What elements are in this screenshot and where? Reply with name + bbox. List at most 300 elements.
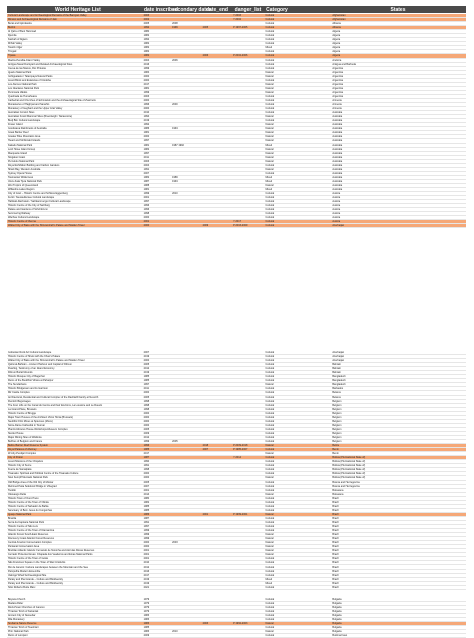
cell-category[interactable]: Cultural [265, 38, 275, 42]
cell-site-name[interactable]: Historic Bridgetown and its Garrison [8, 387, 48, 391]
cell-states[interactable]: Bolivia (Plurinational State of) [332, 460, 366, 464]
cell-states[interactable]: Belgium [332, 415, 342, 419]
cell-states[interactable]: Afghanistan [332, 18, 346, 22]
cell-site-name[interactable]: Historic Centre of Sheki with the Khan's Palace [8, 355, 61, 359]
cell-date-inscribed[interactable]: 2007 [143, 351, 150, 355]
cell-site-name[interactable]: Shark Bay, Western Australia [8, 167, 41, 171]
cell-category[interactable]: Cultural [265, 561, 275, 565]
cell-category[interactable]: Cultural [265, 30, 275, 34]
cell-category[interactable]: Cultural [265, 34, 275, 38]
cell-site-name[interactable]: Pampulha Modern Ensemble [8, 569, 41, 573]
cell-states[interactable]: Azerbaijan [332, 351, 345, 355]
cell-date-inscribed[interactable]: 1983 [143, 630, 150, 634]
cell-site-name[interactable]: Wet Tropics of Queensland [8, 183, 39, 187]
cell-site-name[interactable]: Major Town Houses of the Architect Victor Horta (Brussels) [8, 415, 73, 419]
cell-date-inscribed[interactable]: 2017 [143, 452, 150, 456]
cell-states[interactable]: Belgium [332, 436, 342, 439]
cell-states[interactable]: Argentina [332, 78, 344, 82]
cell-site-name[interactable]: Sydney Opera House [8, 171, 32, 175]
cell-site-name[interactable]: Historic Centre of Salvador de Bahia [8, 504, 49, 508]
cell-danger-list[interactable]: Y 2014 [233, 456, 241, 460]
cell-states[interactable]: Armenia [332, 99, 342, 102]
cell-states[interactable]: Bulgaria [332, 610, 342, 614]
cell-site-name[interactable]: Minaret and Archaeological Remains of Jam [8, 18, 57, 22]
cell-states[interactable]: Brazil [332, 496, 339, 500]
cell-states[interactable]: Brazil [332, 516, 339, 520]
cell-date-inscribed[interactable]: 2019 [143, 371, 150, 375]
cell-category[interactable]: Cultural [265, 602, 275, 606]
cell-states[interactable]: Austria [332, 216, 341, 220]
cell-date-end[interactable]: 2006 [202, 54, 209, 58]
cell-states[interactable]: Argentina [332, 90, 344, 94]
cell-date-inscribed[interactable]: 1991 [143, 520, 150, 524]
cell-date-inscribed[interactable]: 2012 [143, 565, 150, 569]
cell-states[interactable]: Brazil [332, 565, 339, 569]
cell-category[interactable]: Natural [265, 167, 274, 171]
cell-category[interactable]: Cultural [265, 22, 275, 26]
cell-category[interactable]: Natural [265, 541, 274, 545]
cell-site-name[interactable]: Palace and Gardens of Schönbrunn [8, 208, 48, 212]
cell-category[interactable]: Cultural [265, 460, 275, 464]
cell-site-name[interactable]: Cathedral and Churches of Echmiatsin and the Archaeological Site of Zvartnots [8, 99, 96, 102]
cell-date-inscribed[interactable]: 2000 [143, 411, 150, 415]
cell-date-inscribed[interactable]: 2000 [143, 423, 150, 427]
cell-date-inscribed[interactable]: 1998 [143, 407, 150, 411]
cell-states[interactable]: Brazil [332, 577, 339, 581]
cell-date-inscribed[interactable]: 1987 [143, 456, 150, 460]
cell-date-inscribed[interactable]: 2003 [143, 14, 150, 18]
cell-date-inscribed[interactable]: 1985 [143, 379, 150, 383]
cell-category[interactable]: Natural [265, 82, 274, 86]
cell-states[interactable]: Brazil [332, 545, 339, 549]
cell-date-inscribed[interactable]: 1986 [143, 512, 150, 516]
cell-site-name[interactable]: Los Alerces National Park [8, 82, 37, 86]
cell-category[interactable]: Mixed [265, 46, 273, 50]
cell-site-name[interactable]: Rila Monastery [8, 618, 25, 622]
cell-category[interactable]: Cultural [265, 423, 275, 427]
cell-site-name[interactable]: Tsodilo [8, 488, 16, 492]
cell-category[interactable]: Cultural [265, 634, 275, 638]
cell-date-end[interactable]: 2003 [202, 622, 209, 626]
cell-states[interactable]: Brazil [332, 541, 339, 545]
cell-site-name[interactable]: Australian Fossil Mammal Sites (Riversleigh / Naracoorte) [8, 115, 73, 119]
cell-site-name[interactable]: Fraser Island [8, 123, 23, 127]
cell-date-inscribed[interactable]: 2019 [143, 119, 150, 123]
cell-category[interactable]: Cultural [265, 480, 275, 484]
cell-date-inscribed[interactable]: 2000 [143, 135, 150, 139]
cell-site-name[interactable]: Semmering Railway [8, 212, 31, 216]
cell-danger-list[interactable]: P 2003-2009 [233, 224, 248, 228]
cell-date-end[interactable]: 2009 [202, 224, 209, 228]
cell-category[interactable]: Cultural [265, 464, 275, 468]
cell-site-name[interactable]: Lord Howe Island Group [8, 147, 36, 151]
cell-site-name[interactable]: Noel Kempff Mercado National Park [8, 476, 48, 480]
cell-site-name[interactable]: Tassili n'Ajjer [8, 46, 23, 50]
cell-date-inscribed[interactable]: 1999 [143, 66, 150, 70]
cell-site-name[interactable]: Hallstatt-Dachstein / Salzkammergut Cultural Landscape [8, 200, 71, 204]
cell-date-inscribed[interactable]: 1981 [143, 131, 150, 135]
cell-states[interactable]: Australia [332, 155, 343, 159]
cell-category[interactable]: Mixed [265, 175, 273, 179]
cell-category[interactable]: Natural [265, 512, 274, 516]
cell-category[interactable]: Natural [265, 492, 274, 496]
cell-site-name[interactable]: Historic Centre of the Town of Diamantina [8, 529, 55, 533]
cell-category[interactable]: Cultural [265, 391, 275, 395]
cell-category[interactable]: Cultural [265, 220, 275, 224]
cell-date-inscribed[interactable]: 1988 [143, 183, 150, 187]
cell-date-inscribed[interactable]: 1996 [143, 103, 150, 107]
cell-states[interactable]: Austria [332, 208, 341, 212]
cell-category[interactable]: Cultural [265, 14, 275, 18]
cell-category[interactable]: Cultural [265, 436, 275, 439]
cell-category[interactable]: Natural [265, 90, 274, 94]
cell-category[interactable]: Cultural [265, 208, 275, 212]
cell-danger-list[interactable]: P 1997-2005 [233, 26, 248, 30]
cell-states[interactable]: Belgium [332, 399, 342, 403]
col-header-date-inscribed[interactable]: date inscribed [144, 6, 178, 13]
cell-site-name[interactable]: Architectural, Residential and Cultural Complex of the Radziwill Family at Nesvizh [8, 395, 99, 399]
cell-date-inscribed[interactable]: 1997 [143, 200, 150, 204]
cell-danger-list[interactable]: P 1999-2001 [233, 512, 248, 516]
cell-date-inscribed[interactable]: 2004 [143, 163, 150, 167]
cell-category[interactable]: Cultural [265, 419, 275, 423]
cell-site-name[interactable]: Timgad [8, 50, 17, 54]
cell-category[interactable]: Natural [265, 630, 274, 634]
cell-site-name[interactable]: Antigua Naval Dockyard and Related Archaeological Sites [8, 62, 73, 66]
cell-date-inscribed[interactable]: 1996 [143, 204, 150, 208]
cell-category[interactable]: Natural [265, 127, 274, 131]
cell-category[interactable]: Cultural [265, 103, 275, 107]
cell-site-name[interactable]: Historic Centre of the Town of Goiás [8, 557, 48, 561]
cell-date-end[interactable]: 2001 [202, 512, 209, 516]
cell-category[interactable]: Cultural [265, 565, 275, 569]
cell-date-inscribed[interactable]: 2010 [143, 561, 150, 565]
cell-site-name[interactable]: São Francisco Square in the Town of São Cristóvão [8, 561, 66, 565]
cell-states[interactable]: Bulgaria [332, 614, 342, 618]
cell-site-name[interactable]: Macquarie Island [8, 151, 28, 155]
cell-category[interactable]: Mixed [265, 143, 273, 147]
cell-states[interactable]: Bulgaria [332, 622, 342, 626]
cell-states[interactable]: Bulgaria [332, 626, 342, 630]
cell-states[interactable]: Brazil [332, 500, 339, 504]
cell-states[interactable]: Belgium [332, 440, 342, 444]
cell-date-inscribed[interactable]: 2009 [143, 634, 150, 638]
cell-date-inscribed[interactable]: 1987 [143, 179, 150, 183]
cell-date-inscribed[interactable]: 2003 [143, 94, 150, 98]
cell-category[interactable]: Natural [265, 537, 274, 541]
cell-category[interactable]: Natural [265, 123, 274, 127]
cell-date-inscribed[interactable]: 1982 [143, 50, 150, 54]
cell-site-name[interactable]: Purnululu National Park [8, 159, 35, 163]
cell-category[interactable]: Cultural [265, 407, 275, 411]
cell-site-name[interactable]: Península Valdés [8, 90, 28, 94]
cell-states[interactable]: Bulgaria [332, 606, 342, 610]
cell-category[interactable]: Cultural [265, 359, 275, 363]
col-header-states[interactable]: States [390, 6, 406, 13]
cell-site-name[interactable]: Serra da Capivara National Park [8, 520, 44, 524]
table-row[interactable] [7, 586, 466, 590]
cell-secondary-dates[interactable]: 1994 [172, 179, 178, 183]
cell-date-inscribed[interactable]: 2010 [143, 111, 150, 115]
cell-site-name[interactable]: Boyana Church [8, 598, 26, 602]
cell-states[interactable]: Belgium [332, 423, 342, 427]
cell-date-inscribed[interactable]: 1986 [143, 127, 150, 131]
cell-states[interactable]: Argentina [332, 86, 344, 90]
cell-date-end[interactable]: 2018 [202, 444, 209, 448]
cell-category[interactable]: Cultural [265, 395, 275, 399]
cell-states[interactable]: Brazil [332, 569, 339, 573]
cell-states[interactable]: Brazil [332, 557, 339, 561]
cell-site-name[interactable]: Fuerte de Samaipata [8, 468, 32, 472]
cell-date-inscribed[interactable]: 1979 [143, 610, 150, 614]
cell-category[interactable]: Cultural [265, 54, 275, 58]
cell-secondary-dates[interactable]: 2006 [172, 58, 178, 62]
cell-date-inscribed[interactable]: 2000 [143, 415, 150, 419]
cell-category[interactable]: Natural [265, 147, 274, 151]
cell-date-inscribed[interactable]: 2000 [143, 476, 150, 480]
cell-date-inscribed[interactable]: 2005 [143, 363, 150, 367]
cell-date-inscribed[interactable]: 2000 [143, 391, 150, 395]
cell-category[interactable]: Cultural [265, 171, 275, 175]
cell-site-name[interactable]: Okavango Delta [8, 492, 26, 496]
cell-date-inscribed[interactable]: 2016 [143, 62, 150, 66]
cell-date-inscribed[interactable]: 1998 [143, 403, 150, 407]
cell-category[interactable]: Cultural [265, 375, 275, 379]
cell-date-inscribed[interactable]: 1999 [143, 533, 150, 537]
cell-states[interactable]: Bolivia (Plurinational State of) [332, 472, 366, 476]
cell-site-name[interactable]: Historic City of Sucre [8, 464, 32, 468]
cell-site-name[interactable]: Ningaloo Coast [8, 155, 26, 159]
cell-site-name[interactable]: Uluru-Kata Tjuta National Park [8, 179, 42, 183]
cell-states[interactable]: Bahrain [332, 367, 341, 371]
cell-category[interactable]: Cultural [265, 58, 275, 62]
cell-date-inscribed[interactable]: 1987 [143, 516, 150, 520]
cell-states[interactable]: Australia [332, 163, 343, 167]
cell-date-inscribed[interactable]: 1990 [143, 460, 150, 464]
cell-category[interactable]: Cultural [265, 618, 275, 622]
cell-date-inscribed[interactable]: 1985 [143, 448, 150, 452]
cell-category[interactable]: Cultural [265, 66, 275, 70]
cell-date-inscribed[interactable]: 1994 [143, 115, 150, 119]
cell-date-inscribed[interactable]: 2007 [143, 171, 150, 175]
cell-states[interactable]: Australia [332, 147, 343, 151]
cell-category[interactable]: Cultural [265, 598, 275, 602]
cell-category[interactable]: Cultural [265, 163, 275, 167]
cell-category[interactable]: Cultural [265, 626, 275, 630]
cell-states[interactable]: Brazil [332, 573, 339, 577]
cell-states[interactable]: Bangladesh [332, 379, 346, 383]
cell-category[interactable]: Cultural [265, 62, 275, 66]
cell-states[interactable]: Brazil [332, 581, 339, 585]
cell-category[interactable]: Cultural [265, 529, 275, 533]
cell-date-inscribed[interactable]: 1999 [143, 440, 150, 444]
cell-category[interactable]: Natural [265, 452, 274, 456]
cell-date-inscribed[interactable]: 1999 [143, 192, 150, 196]
cell-category[interactable]: Cultural [265, 78, 275, 82]
cell-date-inscribed[interactable]: 1982 [143, 54, 150, 58]
cell-date-end[interactable]: 2007 [202, 448, 209, 452]
cell-states[interactable]: Bosnia and Herzegovina [332, 484, 360, 488]
cell-states[interactable]: Belarus [332, 391, 341, 395]
cell-category[interactable]: Cultural [265, 472, 275, 476]
cell-category[interactable]: Cultural [265, 456, 275, 460]
cell-site-name[interactable]: Sanctuary of Bom Jesus do Congonhas [8, 508, 53, 512]
cell-site-name[interactable]: Jesuit Block and Estancias of Córdoba [8, 78, 51, 82]
cell-date-inscribed[interactable]: 2000 [143, 359, 150, 363]
cell-category[interactable]: Cultural [265, 371, 275, 375]
cell-date-inscribed[interactable]: 1983 [143, 618, 150, 622]
cell-states[interactable]: Botswana [332, 488, 344, 492]
cell-category[interactable]: Cultural [265, 119, 275, 123]
cell-states[interactable]: Australia [332, 188, 343, 192]
cell-site-name[interactable]: Tipasa [8, 54, 16, 58]
cell-category[interactable]: Natural [265, 151, 274, 155]
cell-states[interactable]: Australia [332, 151, 343, 155]
cell-site-name[interactable]: Los Glaciares National Park [8, 86, 39, 90]
cell-date-inscribed[interactable]: 2000 [143, 224, 150, 228]
cell-states[interactable]: Brazil [332, 512, 339, 516]
cell-site-name[interactable]: Al Qal'a of Beni Hammad [8, 30, 36, 34]
cell-category[interactable]: Cultural [265, 224, 275, 228]
cell-category[interactable]: Cultural [265, 403, 275, 407]
cell-states[interactable]: Australia [332, 111, 343, 115]
cell-date-inscribed[interactable]: 2000 [143, 99, 150, 102]
cell-states[interactable]: Algeria [332, 46, 341, 50]
cell-site-name[interactable]: Cerrado Protected Areas: Chapada dos Veadeiros and Emas National Parks [8, 553, 93, 557]
cell-category[interactable]: Natural [265, 139, 274, 143]
cell-date-inscribed[interactable]: 1999 [143, 529, 150, 533]
cell-category[interactable]: Cultural [265, 500, 275, 504]
cell-site-name[interactable]: Iguaçu National Park [8, 512, 32, 516]
cell-category[interactable]: Natural [265, 135, 274, 139]
cell-site-name[interactable]: Brasilia [8, 516, 17, 520]
cell-site-name[interactable]: Neolithic Flint Mines at Spiennes (Mons) [8, 419, 53, 423]
cell-site-name[interactable]: Royal Exhibition Building and Carlton Gardens [8, 163, 60, 167]
cell-states[interactable]: Bangladesh [332, 383, 346, 387]
cell-site-name[interactable]: Historic Centre of Vienna [8, 220, 36, 224]
cell-date-inscribed[interactable]: 1996 [143, 208, 150, 212]
cell-states[interactable]: Andorra [332, 58, 342, 62]
cell-states[interactable]: Austria [332, 196, 341, 200]
cell-site-name[interactable]: Qal'at al-Bahrain – Ancient Harbour and Capital of Dilmun [8, 363, 72, 367]
cell-states[interactable]: Austria [332, 212, 341, 216]
cell-date-inscribed[interactable]: 2000 [143, 545, 150, 549]
cell-states[interactable]: Armenia [332, 107, 342, 111]
cell-site-name[interactable]: Walled City of Baku with the Shirvanshah's Palace and Maiden Tower [8, 224, 85, 228]
cell-site-name[interactable]: Notre-Dame Cathedral in Tournai [8, 423, 45, 427]
cell-states[interactable]: Argentina [332, 74, 344, 78]
cell-states[interactable]: Australia [332, 123, 343, 127]
cell-date-inscribed[interactable]: 1985 [143, 508, 150, 512]
cell-states[interactable]: Brazil [332, 561, 339, 565]
cell-date-inscribed[interactable]: 1982 [143, 34, 150, 38]
cell-states[interactable]: Brazil [332, 525, 339, 529]
cell-category[interactable]: Cultural [265, 614, 275, 618]
cell-states[interactable]: Algeria [332, 34, 341, 38]
cell-secondary-dates[interactable]: 2000 [172, 103, 178, 107]
cell-states[interactable]: Australia [332, 143, 343, 147]
cell-states[interactable]: Brazil [332, 529, 339, 533]
cell-states[interactable]: Brazil [332, 585, 339, 589]
cell-date-inscribed[interactable]: 1982 [143, 42, 150, 46]
cell-secondary-dates[interactable]: 2005 [172, 440, 178, 444]
cell-site-name[interactable]: Thracian Tomb of Kazanlak [8, 610, 39, 614]
cell-secondary-dates[interactable]: 1987 1992 [172, 143, 184, 147]
cell-date-inscribed[interactable]: 1982 [143, 147, 150, 151]
cell-danger-list[interactable]: P 1985-2007 [233, 448, 248, 452]
cell-site-name[interactable]: Great Barrier Reef [8, 131, 29, 135]
cell-date-inscribed[interactable]: 2001 [143, 549, 150, 553]
cell-states[interactable]: Bulgaria [332, 598, 342, 602]
cell-category[interactable]: Natural [265, 444, 274, 448]
cell-category[interactable]: Natural [265, 155, 274, 159]
cell-category[interactable]: Cultural [265, 50, 275, 54]
cell-category[interactable]: Cultural [265, 111, 275, 115]
cell-date-inscribed[interactable]: 1982 [143, 175, 150, 179]
cell-category[interactable]: Natural [265, 383, 274, 387]
cell-states[interactable]: Algeria [332, 54, 341, 58]
cell-site-name[interactable]: Historic Centre of the Town of Olinda [8, 500, 49, 504]
cell-site-name[interactable]: Atlantic Forest South-East Reserves [8, 533, 49, 537]
cell-site-name[interactable]: Mir Castle Complex [8, 391, 30, 395]
cell-date-inscribed[interactable]: 2000 [143, 419, 150, 423]
cell-site-name[interactable]: Mehmed Paša Sokolović Bridge in Višegrad [8, 484, 57, 488]
cell-category[interactable]: Cultural [265, 367, 275, 371]
cell-site-name[interactable]: Paraty and Ilha Grande – Culture and Biodiversity [8, 577, 64, 581]
cell-site-name[interactable]: Australian Convict Sites [8, 111, 35, 115]
cell-site-name[interactable]: Gobustan Rock Art Cultural Landscape [8, 351, 52, 355]
cell-category[interactable]: Natural [265, 183, 274, 187]
cell-states[interactable]: Austria [332, 200, 341, 204]
cell-date-inscribed[interactable]: 1997 [143, 525, 150, 529]
cell-states[interactable]: Benin [332, 448, 339, 452]
cell-category[interactable]: Cultural [265, 355, 275, 359]
cell-site-name[interactable]: Gondwana Rainforests of Australia [8, 127, 47, 131]
cell-site-name[interactable]: Butrint [8, 26, 16, 30]
cell-date-inscribed[interactable]: 1992 [143, 123, 150, 127]
cell-category[interactable]: Mixed [265, 179, 273, 183]
cell-category[interactable]: Mixed [265, 581, 273, 585]
cell-category[interactable]: Natural [265, 553, 274, 557]
cell-date-inscribed[interactable]: 2014 [143, 492, 150, 496]
cell-site-name[interactable]: Dilmun Burial Mounds [8, 371, 33, 375]
cell-date-inscribed[interactable]: 2017 [143, 573, 150, 577]
cell-date-inscribed[interactable]: 1992 [143, 26, 150, 30]
cell-secondary-dates[interactable]: 2010 [172, 630, 178, 634]
cell-category[interactable]: Cultural [265, 107, 275, 111]
cell-date-inscribed[interactable]: 2012 [143, 436, 150, 439]
cell-date-inscribed[interactable]: 1998 [143, 212, 150, 216]
cell-date-inscribed[interactable]: 1983 [143, 614, 150, 618]
cell-states[interactable]: Algeria [332, 30, 341, 34]
cell-date-inscribed[interactable]: 1997 [143, 151, 150, 155]
cell-date-inscribed[interactable]: 1979 [143, 606, 150, 610]
cell-date-inscribed[interactable]: 1997 [143, 383, 150, 387]
cell-date-inscribed[interactable]: 2016 [143, 569, 150, 573]
cell-states[interactable]: Australia [332, 179, 343, 183]
cell-danger-list[interactable]: P 1992-2003 [233, 622, 248, 626]
cell-date-inscribed[interactable]: 2019 [143, 355, 150, 359]
cell-danger-list[interactable]: Y 2003 [233, 14, 241, 18]
cell-category[interactable]: Natural [265, 115, 274, 119]
cell-states[interactable]: Australia [332, 127, 343, 131]
table-row[interactable] [7, 634, 466, 638]
cell-states[interactable]: Belgium [332, 431, 342, 435]
cell-date-inscribed[interactable]: 1999 [143, 537, 150, 541]
cell-site-name[interactable]: Cueva de las Manos, Río Pinturas [8, 66, 46, 70]
cell-site-name[interactable]: Madriu-Perafita-Claror Valley [8, 58, 41, 62]
cell-states[interactable]: Australia [332, 171, 343, 175]
